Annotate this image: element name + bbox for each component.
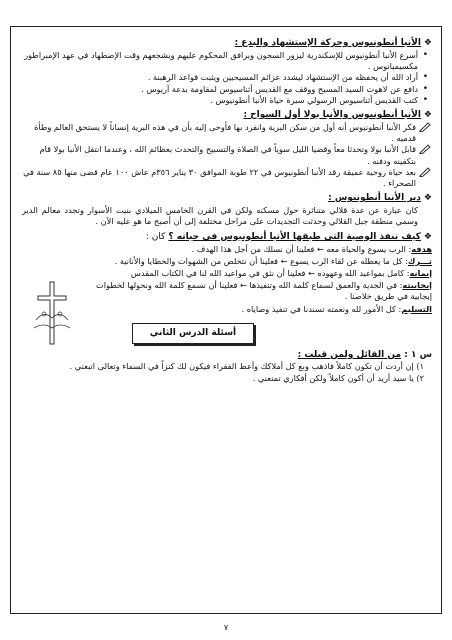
list-item: • أسرع الأنبا أنطونيوس للإسكندرية ليزور السجون ويرافق المحكوم عليهم ويشجعهم وقت الإضطهاد في عهد الإمبراطور مكسيميانوس . xyxy=(22,50,418,72)
row-surrender: التسليم: كل الأمور لله ونعمته تسندنا في تنفيذ وصاياه . xyxy=(241,303,432,314)
questions-title-box: أسئلة الدرس الثاني xyxy=(132,323,254,344)
pen-icon xyxy=(419,144,431,154)
content xyxy=(22,37,432,385)
pen-icon xyxy=(419,122,431,132)
page-number: ٧ xyxy=(223,623,229,632)
monastery-paragraph: كان عبارة عن عدة قلالي متناثرة حول مسكنه ولكن في القرن الخامس الميلادي بنيت الأسوار وتجدد معالم الدير وسمي منطقة جبل القلالي وحدثت التجديدات على مراحل مختلفة إلى أن أصبح ما هو عليه الآن . xyxy=(22,205,418,227)
list-item: • كتب القديس أثناسيوس الرسولي سيرة حياة الأنبا أنطونيوس . xyxy=(22,95,418,106)
section-heading-monastery: ❖ دير الأنبا أنطونيوس : xyxy=(328,193,432,204)
section-heading-commandment: ❖ كيف ننفذ الوصية التي طبقها الأنبا أنطونيوس في حياته ؟ كان : xyxy=(145,231,432,242)
list-item: قابل الأنبا بولا وتحدثا معاً وقضيا الليل سوياً في الصلاة والتسبيح والتحدث بعظائم الله ، وعندما انتقل الأنبا بولا قام بتكفينه ودفنه . xyxy=(22,144,416,166)
list-item: • أراد الله أن يحفظه من الإستشهاد ليشدد عزائم المسيحيين ويثبت قواعد الرهبنة . xyxy=(22,72,418,83)
decorative-cross-icon xyxy=(30,280,74,348)
section-heading-martyrdom: ❖ الأنبا أنطونيوس وحركة الإستشهاد والبدع : xyxy=(234,38,432,48)
row-faith: إيمانه: كامل بمواعيد الله وعهوده ← فعلينا أن نثق في مواعيد الله لنا في الكتاب المقدس xyxy=(130,268,432,279)
paul-list xyxy=(22,122,432,189)
row-positivity: إيجابيته: في الجدية والعمق لسماع كلمة الله وتنفيذها ← فعلينا أن نسمع كلمة الله ونحولها لخطوات إيجابية في طريق خلاصنا . xyxy=(96,280,432,302)
martyrdom-list xyxy=(22,50,432,106)
star-bullet-icon: ❖ xyxy=(423,38,432,48)
row-left: تـــرك: كل ما يعطله عن لقاء الرب يسوع ← فعلينا أن نتخلص من الشهوات والخطايا والأنانية . xyxy=(114,255,432,266)
section-heading-paul: ❖ الأنبا أنطونيوس والأنبا بولا أول السواح : xyxy=(243,110,432,121)
question-1-items xyxy=(22,361,432,384)
star-bullet-icon: ❖ xyxy=(423,110,432,121)
pen-icon xyxy=(419,167,431,177)
commandment-rows xyxy=(22,244,432,315)
question-item: ٢) يا سيد أريد أن أكون كاملاً ولكن أفكاري تمنعني . xyxy=(252,373,424,384)
star-bullet-icon: ❖ xyxy=(423,193,432,204)
list-item: فكر الأنبا أنطونيوس أنه أول من سكن البرية وانفرد بها فأوحى إليه بأن في هذه البرية إنساناً لا يستحق العالم وطأة قدميه . xyxy=(22,122,416,144)
row-goal: هدفه: الرب يسوع والحياة معه ← فعلينا أن نسلك من أجل هذا الهدف . xyxy=(191,243,432,254)
question-1-title: س ١ : من القائل ولمن قيلت : xyxy=(297,350,432,361)
list-item: بعد حياة روحية عميقة رقد الأنبا أنطونيوس في ٢٢ طوبة الموافق ٣٠ يناير ٣٥٦م عاش ١٠٠ عام قضى منها ٨٥ سنة في الصحراء . xyxy=(22,167,416,189)
question-item: ١) إن أردت أن تكون كاملاً فاذهب وبع كل أملاكك وأعط الفقراء فيكون لك كنزاً في السماء وتعالى اتبعني . xyxy=(69,361,424,372)
list-item: • دافع عن لاهوت السيد المسيح ووقف مع القديس أثناسيوس لمقاومة بدعة آريوس . xyxy=(22,84,418,95)
star-bullet-icon: ❖ xyxy=(423,231,432,242)
